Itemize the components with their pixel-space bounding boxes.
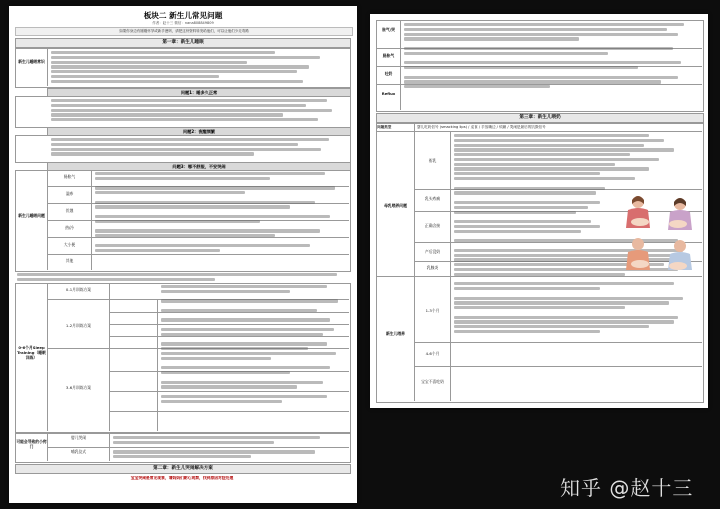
feeding-sub-row: 1-3个月 <box>425 308 440 313</box>
breastfeeding-illustration <box>622 192 698 272</box>
transition-text <box>17 273 347 283</box>
feeding-sub-row: 正确含接 <box>424 223 441 228</box>
feeding-sub-row: 乳腺炎 <box>426 265 439 270</box>
question-1-text <box>51 99 341 123</box>
tips-label: 可能会导致的小窍门 <box>16 439 47 449</box>
sleep-training-label: 0-6个月Sleep Training（睡眠训练） <box>17 345 46 360</box>
page-subtitle: 作者：赵十三 微信：nana808849809 <box>152 21 214 25</box>
question-heading-3: 问题3：哪不舒服，不安哭闹 <box>47 162 351 171</box>
sleep-issue-item: 热/冷 <box>65 225 74 230</box>
age-plan-item: 0-1月训练方案 <box>65 287 92 292</box>
sleep-issue-item: 其他 <box>65 258 74 263</box>
intro-note: 如果你身边有刚刚怀孕或新手爸妈，请把这份资料转发给他们，可以让他们少走弯路 <box>119 29 249 33</box>
feeding-sub-row: 产后没奶 <box>424 249 441 254</box>
sleep-basics-text <box>51 51 331 84</box>
sleep-basics-label: 新生儿睡眠常识 <box>18 59 45 64</box>
sleep-issue-item: 肠胀气 <box>63 174 76 179</box>
colic-text <box>404 23 696 90</box>
feeding-signal-header: 婴儿吃奶信号 (smacking lips) / 觅食 / 手放嘴边 / 烦躁 / 哭闹是最后的饥饿信号 <box>417 125 546 129</box>
intro-note-box <box>15 27 353 36</box>
section-band-1: 第一章：新生儿睡眠 <box>15 38 351 48</box>
tips-text <box>113 436 343 460</box>
question-heading-1: 问题1：睡多久正常 <box>47 88 351 97</box>
age-plan-item: 3-6月训练方案 <box>65 385 92 390</box>
colic-row-label: 吐奶 <box>384 71 393 76</box>
column-divider <box>47 48 48 86</box>
watermark: 知乎 @赵十三 <box>560 476 694 500</box>
feeding-sub-row: 宝宝不喜吃奶 <box>421 379 444 384</box>
sleep-issue-item: 大小便 <box>63 242 76 247</box>
sleep-issues-text <box>95 172 345 253</box>
tip-item: 哺乳仪式 <box>70 449 87 454</box>
sleep-training-text <box>161 285 345 405</box>
section-band-3: 第三章：新生儿喂奶 <box>376 113 704 123</box>
colic-row-label: Reflux <box>381 91 396 96</box>
footer-note: 宝宝哭闹是常见现象，请妈妈们耐心观察，找到原因对症处理 <box>130 476 234 480</box>
feeding-group-label: 母乳喂养问题 <box>384 203 407 208</box>
mother-holding-baby-icon <box>626 196 692 270</box>
document-page-left <box>9 6 357 503</box>
tip-item: 婴儿哭闹 <box>70 435 87 440</box>
feeding-sub-row: 衔乳 <box>428 158 437 163</box>
question-2-text <box>51 138 341 157</box>
age-plan-item: 1-2月训练方案 <box>65 323 92 328</box>
colic-row-label: 肠胀气 <box>382 53 395 58</box>
sleep-issue-item: 湿疹 <box>65 191 74 196</box>
sleep-issues-label: 新生儿睡眠问题 <box>18 213 45 218</box>
feeding-sub-row: 4-6个月 <box>425 351 440 356</box>
document-page-right <box>370 14 708 408</box>
question-heading-2: 问题2：夜醒频繁 <box>47 127 351 136</box>
feeding-col-header: 问题类型 <box>377 125 392 129</box>
sleep-issue-item: 饥饿 <box>65 208 74 213</box>
page-title: 板块二 新生儿常见问题 <box>143 11 223 20</box>
feeding-group-label: 新生儿喂养 <box>386 331 405 336</box>
colic-label: 胀气/哭 <box>382 27 395 32</box>
feeding-sub-row: 乳头疼痛 <box>424 196 441 201</box>
section-band-2: 第二章：新生儿哭闹解决方案 <box>15 464 351 474</box>
